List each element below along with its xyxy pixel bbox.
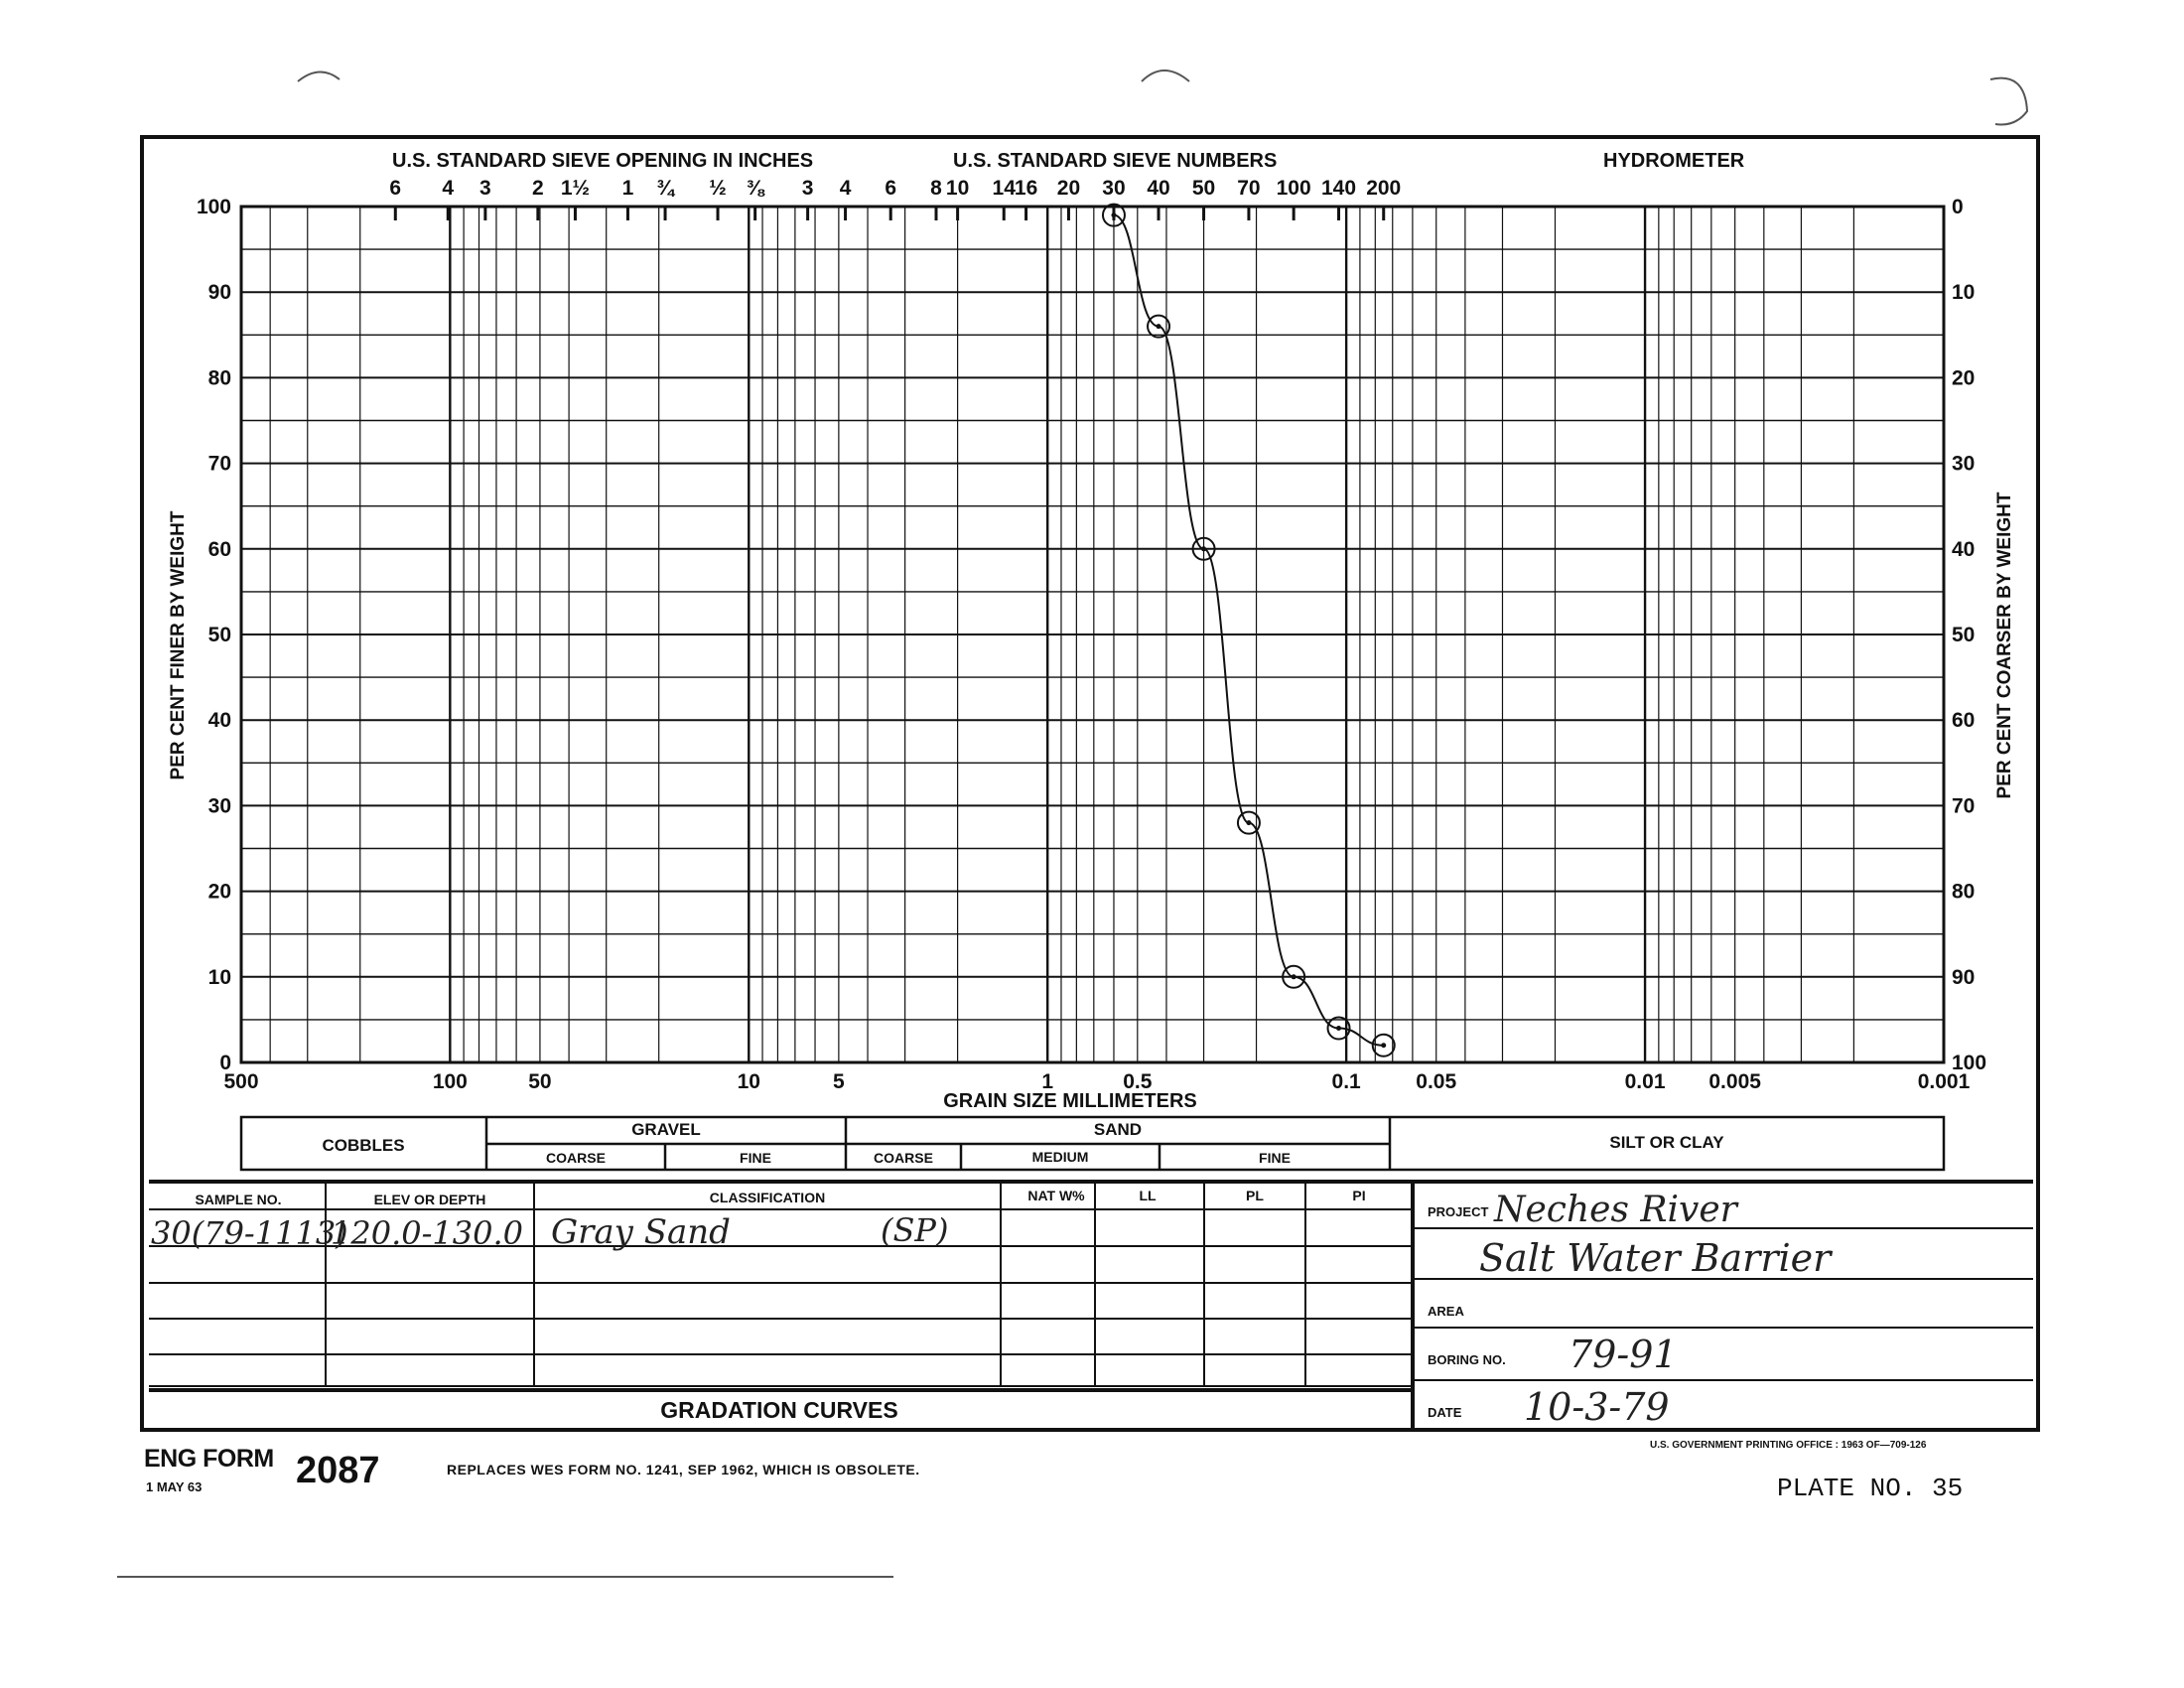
x-tick-label: 50 <box>528 1070 552 1093</box>
col-ll: LL <box>1139 1188 1157 1203</box>
x-tick-label: 1 <box>1041 1070 1054 1093</box>
data-point-dot <box>1381 1043 1386 1048</box>
printer-note: U.S. GOVERNMENT PRINTING OFFICE : 1963 OF—709-126 <box>1650 1440 1927 1451</box>
y-tick-label-left: 100 <box>196 196 231 218</box>
y-tick-label-left: 20 <box>207 880 231 904</box>
class-sand-coarse: COARSE <box>874 1150 933 1166</box>
sieve-tick-label: 4 <box>839 177 852 200</box>
x-tick-label: 5 <box>833 1070 845 1093</box>
sieve-tick-label: 20 <box>1056 177 1081 200</box>
y-tick-label-right: 70 <box>1952 794 1976 818</box>
form-date: 1 MAY 63 <box>146 1479 203 1494</box>
data-point-dot <box>1246 820 1251 825</box>
col-nat-w: NAT W% <box>1027 1188 1085 1203</box>
y-tick-label-left: 60 <box>207 537 231 561</box>
col-elev-depth: ELEV OR DEPTH <box>373 1192 486 1207</box>
y-tick-label-right: 40 <box>1952 537 1976 561</box>
plate-number: PLATE NO. 35 <box>1777 1474 1964 1503</box>
sieve-tick-label: 1½ <box>560 177 591 200</box>
y-tick-label-left: 0 <box>219 1052 231 1074</box>
project-line1: Neches River <box>1494 1190 1737 1230</box>
x-tick-label: 500 <box>223 1070 259 1093</box>
date-label: DATE <box>1428 1405 1462 1420</box>
class-cobbles: COBBLES <box>322 1136 405 1155</box>
x-tick-label: 0.01 <box>1624 1070 1666 1093</box>
x-tick-label: 100 <box>432 1070 468 1093</box>
eng-form-label: ENG FORM <box>144 1445 274 1473</box>
x-tick-label: 0.001 <box>1917 1070 1971 1093</box>
sieve-tick-label: 6 <box>885 177 897 200</box>
date-value: 10-3-79 <box>1524 1385 1670 1429</box>
y-tick-label-left: 30 <box>207 794 231 818</box>
y-tick-label-right: 30 <box>1952 452 1976 476</box>
sieve-tick-label: ½ <box>709 177 727 200</box>
sieve-tick-label: 3 <box>801 177 814 200</box>
header-hydrometer: HYDROMETER <box>1603 150 1745 172</box>
sieve-tick-label: 8 <box>930 177 942 200</box>
y-axis-left <box>197 196 231 1074</box>
x-tick-label: 0.5 <box>1123 1070 1153 1093</box>
sieve-tick-label: 14 <box>992 177 1016 200</box>
sieve-tick-label: ¾ <box>656 177 674 200</box>
sieve-tick-label: 6 <box>389 177 402 200</box>
header-sieve-numbers: U.S. STANDARD SIEVE NUMBERS <box>953 150 1278 172</box>
y-tick-label-left: 90 <box>207 281 231 305</box>
y-tick-label-right: 80 <box>1952 880 1976 904</box>
sieve-tick-label: 2 <box>532 177 544 200</box>
y-tick-label-right: 100 <box>1952 1052 1987 1074</box>
class-gravel-fine: FINE <box>740 1150 771 1166</box>
y-tick-label-right: 60 <box>1952 709 1976 733</box>
sieve-tick-label: 50 <box>1191 177 1216 200</box>
sieve-tick-label: 3 <box>479 177 491 200</box>
area-label: AREA <box>1428 1304 1464 1319</box>
project-label: PROJECT <box>1428 1204 1489 1219</box>
sieve-tick-label: 200 <box>1366 177 1402 200</box>
col-classification: CLASSIFICATION <box>709 1190 826 1205</box>
x-tick-label: 0.05 <box>1416 1070 1457 1093</box>
sieve-tick-label: ⅜ <box>746 177 764 200</box>
y-tick-label-left: 70 <box>207 452 231 476</box>
y-tick-label-left: 10 <box>207 965 231 989</box>
y-tick-label-right: 20 <box>1952 366 1976 390</box>
class-sand-fine: FINE <box>1259 1150 1291 1166</box>
row1-sample-no: 30(79-1113) <box>151 1214 348 1252</box>
gradation-curve <box>1114 215 1384 1046</box>
replaces-note: REPLACES WES FORM NO. 1241, SEP 1962, WHICH IS OBSOLETE. <box>447 1462 920 1477</box>
boring-label: BORING NO. <box>1428 1352 1506 1367</box>
grid <box>241 207 1944 1062</box>
header-sieve-inches: U.S. STANDARD SIEVE OPENING IN INCHES <box>392 150 814 172</box>
y-tick-label-right: 50 <box>1952 624 1976 646</box>
sieve-tick-label: 100 <box>1276 177 1311 200</box>
sieve-tick-label: 140 <box>1320 177 1357 200</box>
class-gravel-coarse: COARSE <box>546 1150 606 1166</box>
y-axis-title-left: PER CENT FINER BY WEIGHT <box>168 510 189 780</box>
punch-hole-left <box>298 71 340 81</box>
row1-classification: Gray Sand <box>551 1212 731 1252</box>
class-gravel: GRAVEL <box>631 1120 701 1139</box>
table-title: GRADATION CURVES <box>660 1397 898 1423</box>
row1-symbol: (SP) <box>881 1211 949 1249</box>
sieve-ticks <box>389 177 1401 220</box>
y-tick-label-left: 80 <box>207 366 231 390</box>
project-line2: Salt Water Barrier <box>1479 1236 1832 1280</box>
sieve-tick-label: 16 <box>1014 177 1038 200</box>
sieve-tick-label: 30 <box>1102 177 1126 200</box>
y-tick-label-right: 0 <box>1952 196 1964 218</box>
form-number: 2087 <box>296 1450 380 1491</box>
series-group <box>1103 205 1395 1056</box>
data-point-dot <box>1292 974 1297 979</box>
y-axis-title-right: PER CENT COARSER BY WEIGHT <box>1994 492 2015 799</box>
class-silt-clay: SILT OR CLAY <box>1609 1133 1724 1152</box>
boring-value: 79-91 <box>1569 1333 1678 1376</box>
y-tick-label-right: 90 <box>1952 965 1976 989</box>
row1-elev-depth: 120.0-130.0 <box>331 1214 524 1252</box>
col-pl: PL <box>1246 1188 1264 1203</box>
y-tick-label-left: 40 <box>207 709 231 733</box>
y-axis-right <box>1952 196 1986 1074</box>
sieve-tick-label: 4 <box>442 177 455 200</box>
class-sand: SAND <box>1093 1120 1143 1139</box>
sieve-tick-label: 1 <box>621 177 634 200</box>
y-tick-label-left: 50 <box>207 624 231 646</box>
sieve-tick-label: 10 <box>945 177 970 200</box>
data-point-dot <box>1111 212 1116 217</box>
sieve-tick-label: 70 <box>1237 177 1261 200</box>
punch-hole-right <box>1990 78 2027 125</box>
x-tick-label: 0.1 <box>1331 1070 1361 1093</box>
x-tick-label: 10 <box>737 1070 760 1093</box>
class-sand-medium: MEDIUM <box>1031 1149 1089 1165</box>
punch-hole-center <box>1142 70 1189 81</box>
col-sample-no: SAMPLE NO. <box>195 1192 282 1207</box>
y-tick-label-right: 10 <box>1952 281 1976 305</box>
x-tick-label: 0.005 <box>1708 1070 1761 1093</box>
col-pi: PI <box>1352 1188 1366 1203</box>
data-point-dot <box>1336 1026 1341 1031</box>
data-point-dot <box>1157 324 1161 329</box>
sieve-tick-label: 40 <box>1147 177 1170 200</box>
x-axis-title: GRAIN SIZE MILLIMETERS <box>943 1090 1197 1112</box>
data-point-dot <box>1201 546 1206 551</box>
